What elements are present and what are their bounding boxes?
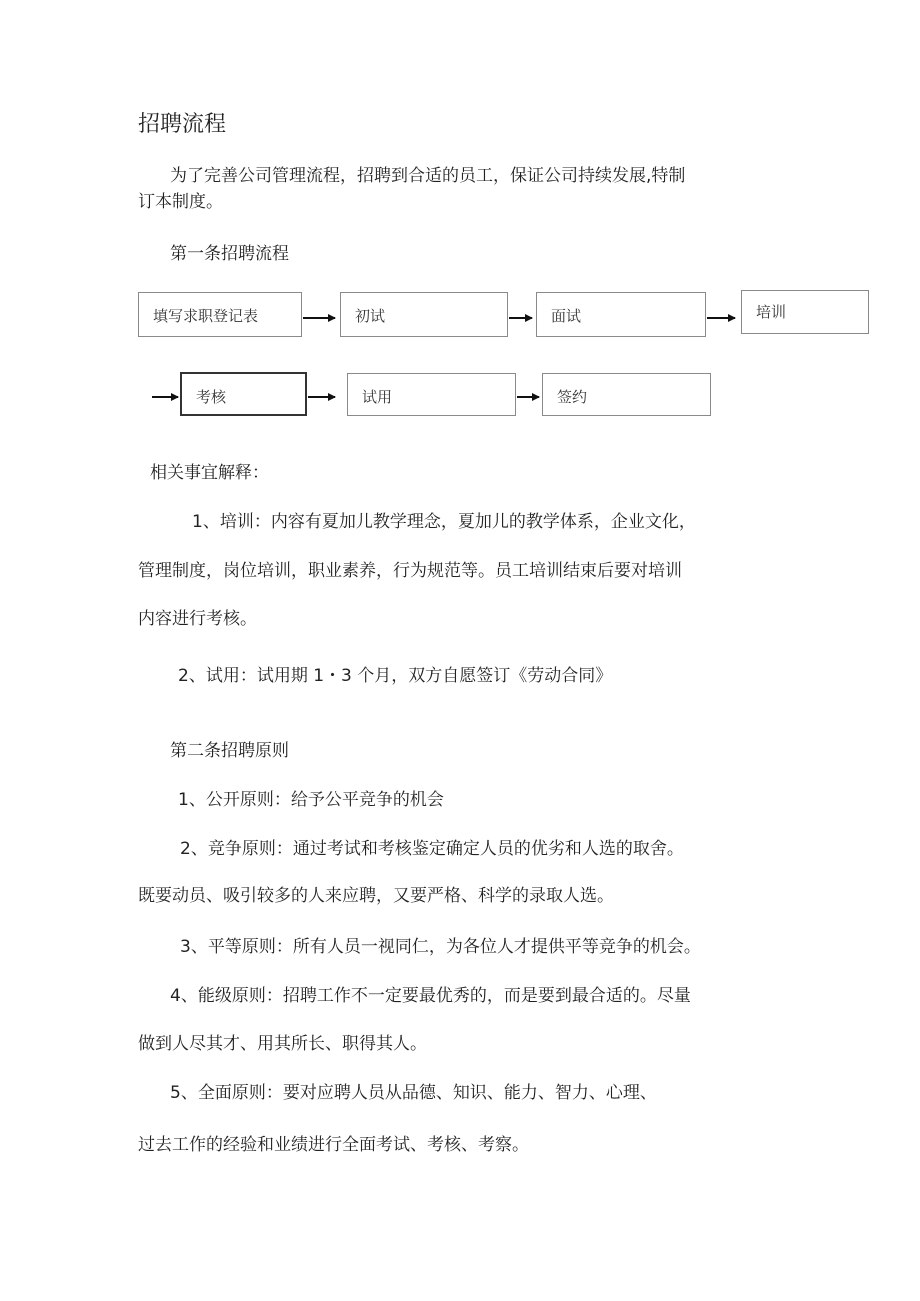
principle-1: 1、公开原则：给予公平竞争的机会: [178, 790, 444, 810]
note-2: 2、试用：试用期 1・3 个月，双方自愿签订《劳动合同》: [178, 666, 613, 686]
principle-4-line-2: 做到人尽其才、用其所长、职得其人。: [138, 1034, 427, 1054]
principle-2-line-2: 既要动员、吸引较多的人来应聘，又要严格、科学的录取人选。: [138, 886, 614, 906]
intro-line-2: 订本制度。: [138, 192, 223, 212]
principle-2-line-1: 2、竞争原则：通过考试和考核鉴定确定人员的优劣和人选的取舍。: [180, 839, 684, 859]
note-1-line-1: 1、培训：内容有夏加儿教学理念，夏加儿的教学体系，企业文化，: [192, 512, 696, 532]
flow-step-label: 考核: [196, 388, 227, 406]
note-1-line-3: 内容进行考核。: [138, 609, 257, 629]
principle-5-line-2: 过去工作的经验和业绩进行全面考试、考核、考察。: [138, 1135, 529, 1155]
flow-step-label: 面试: [551, 307, 582, 325]
flow-step-label: 填写求职登记表: [153, 307, 259, 325]
page-title: 招聘流程: [138, 112, 227, 137]
flow-step-label: 签约: [557, 388, 588, 406]
notes-heading: 相关事宜解释：: [150, 463, 269, 483]
principle-3: 3、平等原则：所有人员一视同仁，为各位人才提供平等竞争的机会。: [180, 937, 701, 957]
intro-line-1: 为了完善公司管理流程，招聘到合适的员工，保证公司持续发展,特制: [170, 166, 686, 186]
note-1-line-2: 管理制度，岗位培训，职业素养，行为规范等。员工培训结束后要对培训: [138, 561, 682, 581]
flow-step-label: 试用: [362, 388, 393, 406]
section1-heading: 第一条招聘流程: [170, 244, 289, 264]
flow-step-label: 初试: [355, 307, 386, 325]
principle-5-line-1: 5、全面原则：要对应聘人员从品德、知识、能力、智力、心理、: [170, 1083, 657, 1103]
principle-4-line-1: 4、能级原则：招聘工作不一定要最优秀的，而是要到最合适的。尽量: [170, 986, 691, 1006]
section2-heading: 第二条招聘原则: [170, 741, 289, 761]
flow-step-label: 培训: [756, 303, 787, 321]
